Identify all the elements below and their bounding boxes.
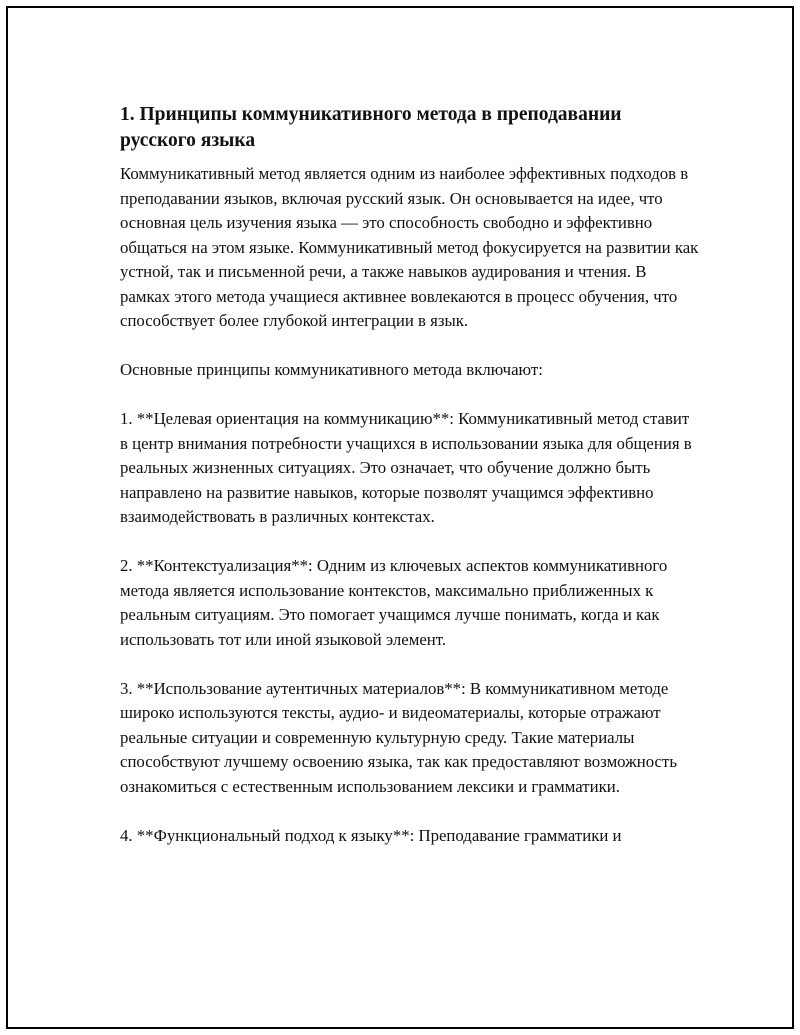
intro-paragraph: Коммуникативный метод является одним из наиболее эффективных подходов в преподавании языков, включая русский язык. Он основывается на идее, что основная цель изучения языка — это способность свободно и эффективно общаться на этом языке. Коммуникативный метод фокусируется на развитии как устной, так и письменной речи, а также навыков аудирования и чтения. В рамках этого метода учащиеся активнее вовлекаются в процесс обучения, что способствует более глубокой интеграции в язык. — [120, 164, 699, 330]
principle-item-3: 3. **Использование аутентичных материалов**: В коммуникативном методе широко используются тексты, аудио- и видеоматериалы, которые отражают реальные ситуации и современную культурную среду. Такие материалы способствуют лучшему освоению языка, так как предоставляют возможность ознакомиться с естественным использованием лексики и грамматики. — [120, 678, 677, 796]
page-frame — [6, 6, 794, 1029]
principle-item-4: 4. **Функциональный подход к языку**: Преподавание грамматики и — [120, 825, 622, 845]
paragraph-gap — [120, 334, 700, 359]
section-heading: 1. Принципы коммуникативного метода в преподавании русского языка — [120, 104, 622, 151]
paragraph-gap — [120, 530, 700, 555]
document-body — [120, 102, 700, 848]
principle-item-1: 1. **Целевая ориентация на коммуникацию**: Коммуникативный метод ставит в центр внимания потребности учащихся в использовании языка для общения в реальных жизненных ситуациях. Это означает, что обучение должно быть направлено на развитие навыков, которые позволят учащимся эффективно взаимодействовать в различных контекстах. — [120, 409, 692, 526]
principles-lead: Основные принципы коммуникативного метода включают: — [120, 360, 543, 379]
paragraph-gap — [120, 383, 700, 408]
paragraph-gap — [120, 652, 700, 677]
paragraph-gap — [120, 799, 700, 824]
principle-item-2: 2. **Контекстуализация**: Одним из ключевых аспектов коммуникативного метода является использование контекстов, максимально приближенных к реальным ситуациям. Это помогает учащимся лучше понимать, когда и как использовать тот или иной языковой элемент. — [120, 556, 668, 649]
